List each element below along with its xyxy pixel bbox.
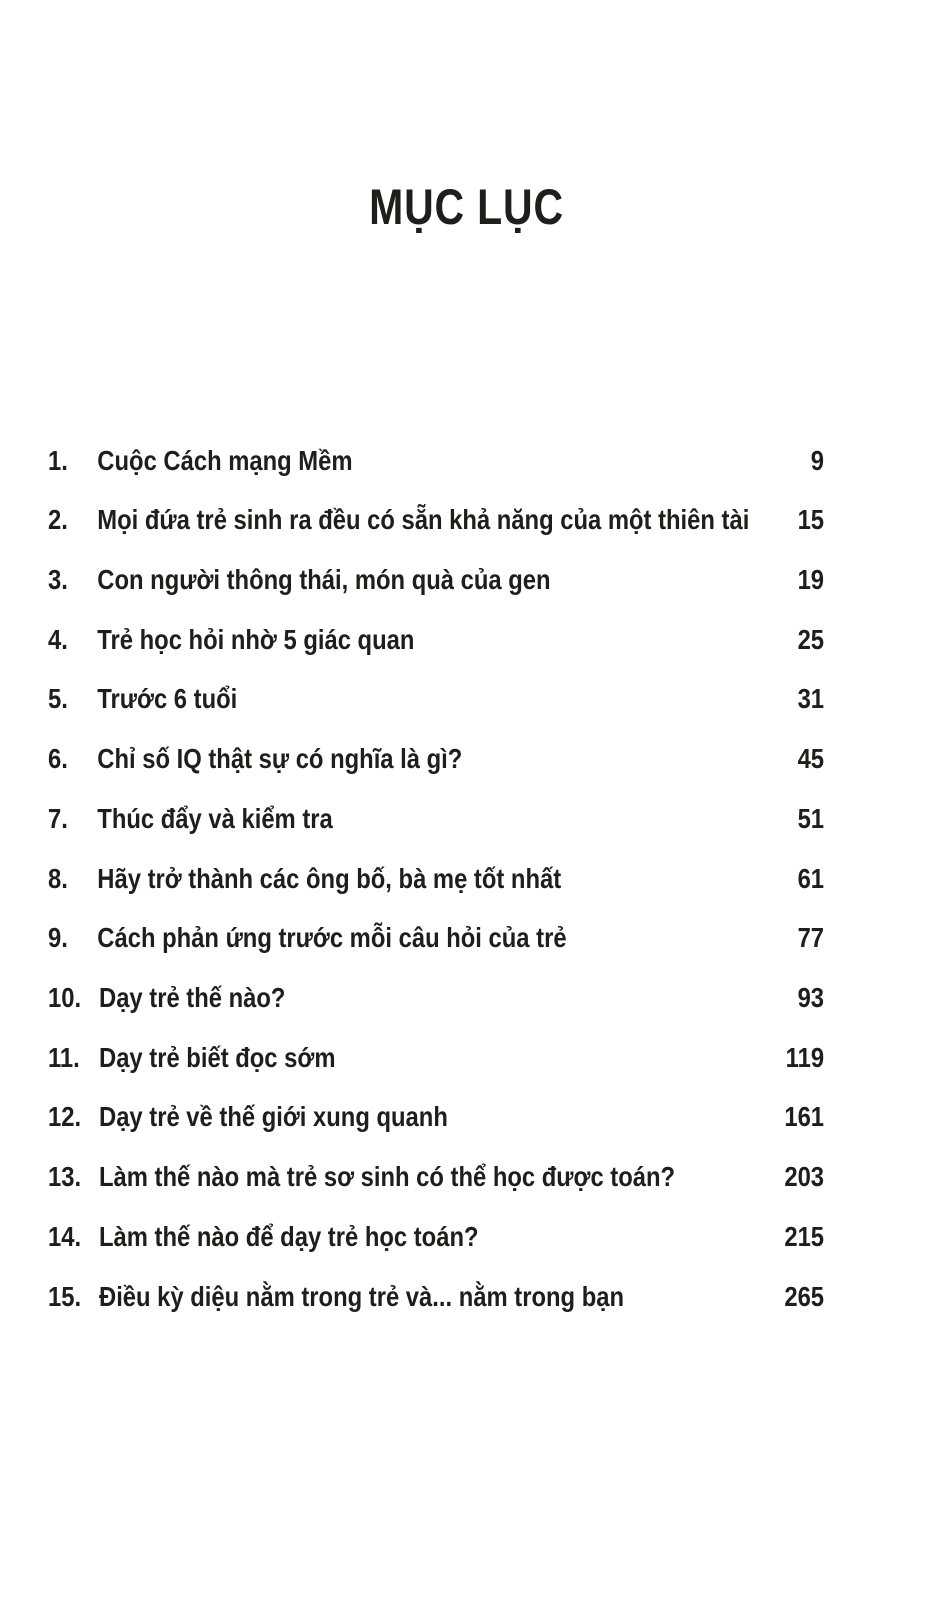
entry-page-number: 19 — [797, 564, 825, 595]
entry-number: 6. — [48, 743, 68, 774]
entry-number: 14. — [48, 1221, 82, 1252]
entry-page-number: 93 — [797, 982, 825, 1013]
entry-number: 10. — [48, 982, 82, 1013]
toc-entry — [48, 918, 825, 958]
toc-entry — [48, 739, 825, 779]
entry-number: 5. — [48, 683, 68, 714]
entry-title: Mọi đứa trẻ sinh ra đều có sẵn khả năng của một thiên tài — [97, 504, 750, 535]
entry-page-number: 45 — [797, 743, 825, 774]
entry-title: Trước 6 tuổi — [97, 683, 238, 714]
entry-title: Con người thông thái, món quà của gen — [97, 564, 551, 595]
entry-page-number: 215 — [784, 1221, 825, 1252]
entry-page-number: 51 — [797, 803, 825, 834]
entry-title: Dạy trẻ thế nào? — [99, 982, 286, 1013]
entry-page-number: 15 — [797, 504, 825, 535]
entry-title: Hãy trở thành các ông bố, bà mẹ tốt nhất — [97, 863, 562, 894]
entry-number: 15. — [48, 1281, 82, 1312]
toc-entry — [48, 1097, 825, 1137]
entry-number: 1. — [48, 445, 68, 476]
toc-entry — [48, 799, 825, 839]
entry-number: 9. — [48, 922, 68, 953]
toc-entry — [48, 1038, 825, 1078]
entry-title: Chỉ số IQ thật sự có nghĩa là gì? — [97, 743, 463, 774]
toc-entry — [48, 441, 825, 481]
entry-number: 8. — [48, 863, 68, 894]
entry-title: Trẻ học hỏi nhờ 5 giác quan — [97, 624, 415, 655]
entry-page-number: 119 — [785, 1042, 825, 1073]
toc-entry — [48, 620, 825, 660]
entry-title: Cách phản ứng trước mỗi câu hỏi của trẻ — [97, 922, 567, 953]
entry-number: 11. — [48, 1042, 80, 1073]
entry-page-number: 161 — [784, 1101, 825, 1132]
entry-page-number: 25 — [797, 624, 825, 655]
entry-page-number: 265 — [784, 1281, 825, 1312]
entry-title: Cuộc Cách mạng Mềm — [97, 445, 353, 476]
entry-title: Làm thế nào mà trẻ sơ sinh có thể học được toán? — [99, 1161, 676, 1192]
entry-title: Thúc đẩy và kiểm tra — [97, 803, 333, 834]
entry-page-number: 61 — [797, 863, 825, 894]
toc-entry — [48, 679, 825, 719]
entry-title: Dạy trẻ về thế giới xung quanh — [99, 1101, 448, 1132]
entry-number: 3. — [48, 564, 68, 595]
entry-title: Điều kỳ diệu nằm trong trẻ và... nằm trong bạn — [99, 1281, 625, 1312]
entry-page-number: 9 — [810, 445, 825, 476]
entry-number: 4. — [48, 624, 68, 655]
page-title: MỤC LỤC — [369, 179, 564, 235]
entry-number: 13. — [48, 1161, 82, 1192]
entry-page-number: 31 — [797, 683, 825, 714]
entry-page-number: 203 — [784, 1161, 825, 1192]
entry-number: 7. — [48, 803, 68, 834]
entry-title: Dạy trẻ biết đọc sớm — [99, 1042, 336, 1073]
toc-entry — [48, 1217, 825, 1257]
entry-number: 12. — [48, 1101, 82, 1132]
entry-page-number: 77 — [797, 922, 825, 953]
toc-entry — [48, 1277, 825, 1317]
toc-entry — [48, 560, 825, 600]
toc-entry — [48, 500, 825, 540]
entry-title: Làm thế nào để dạy trẻ học toán? — [99, 1221, 479, 1252]
toc-entry — [48, 978, 825, 1018]
toc-entry — [48, 1157, 825, 1197]
toc-entry — [48, 859, 825, 899]
entry-number: 2. — [48, 504, 68, 535]
